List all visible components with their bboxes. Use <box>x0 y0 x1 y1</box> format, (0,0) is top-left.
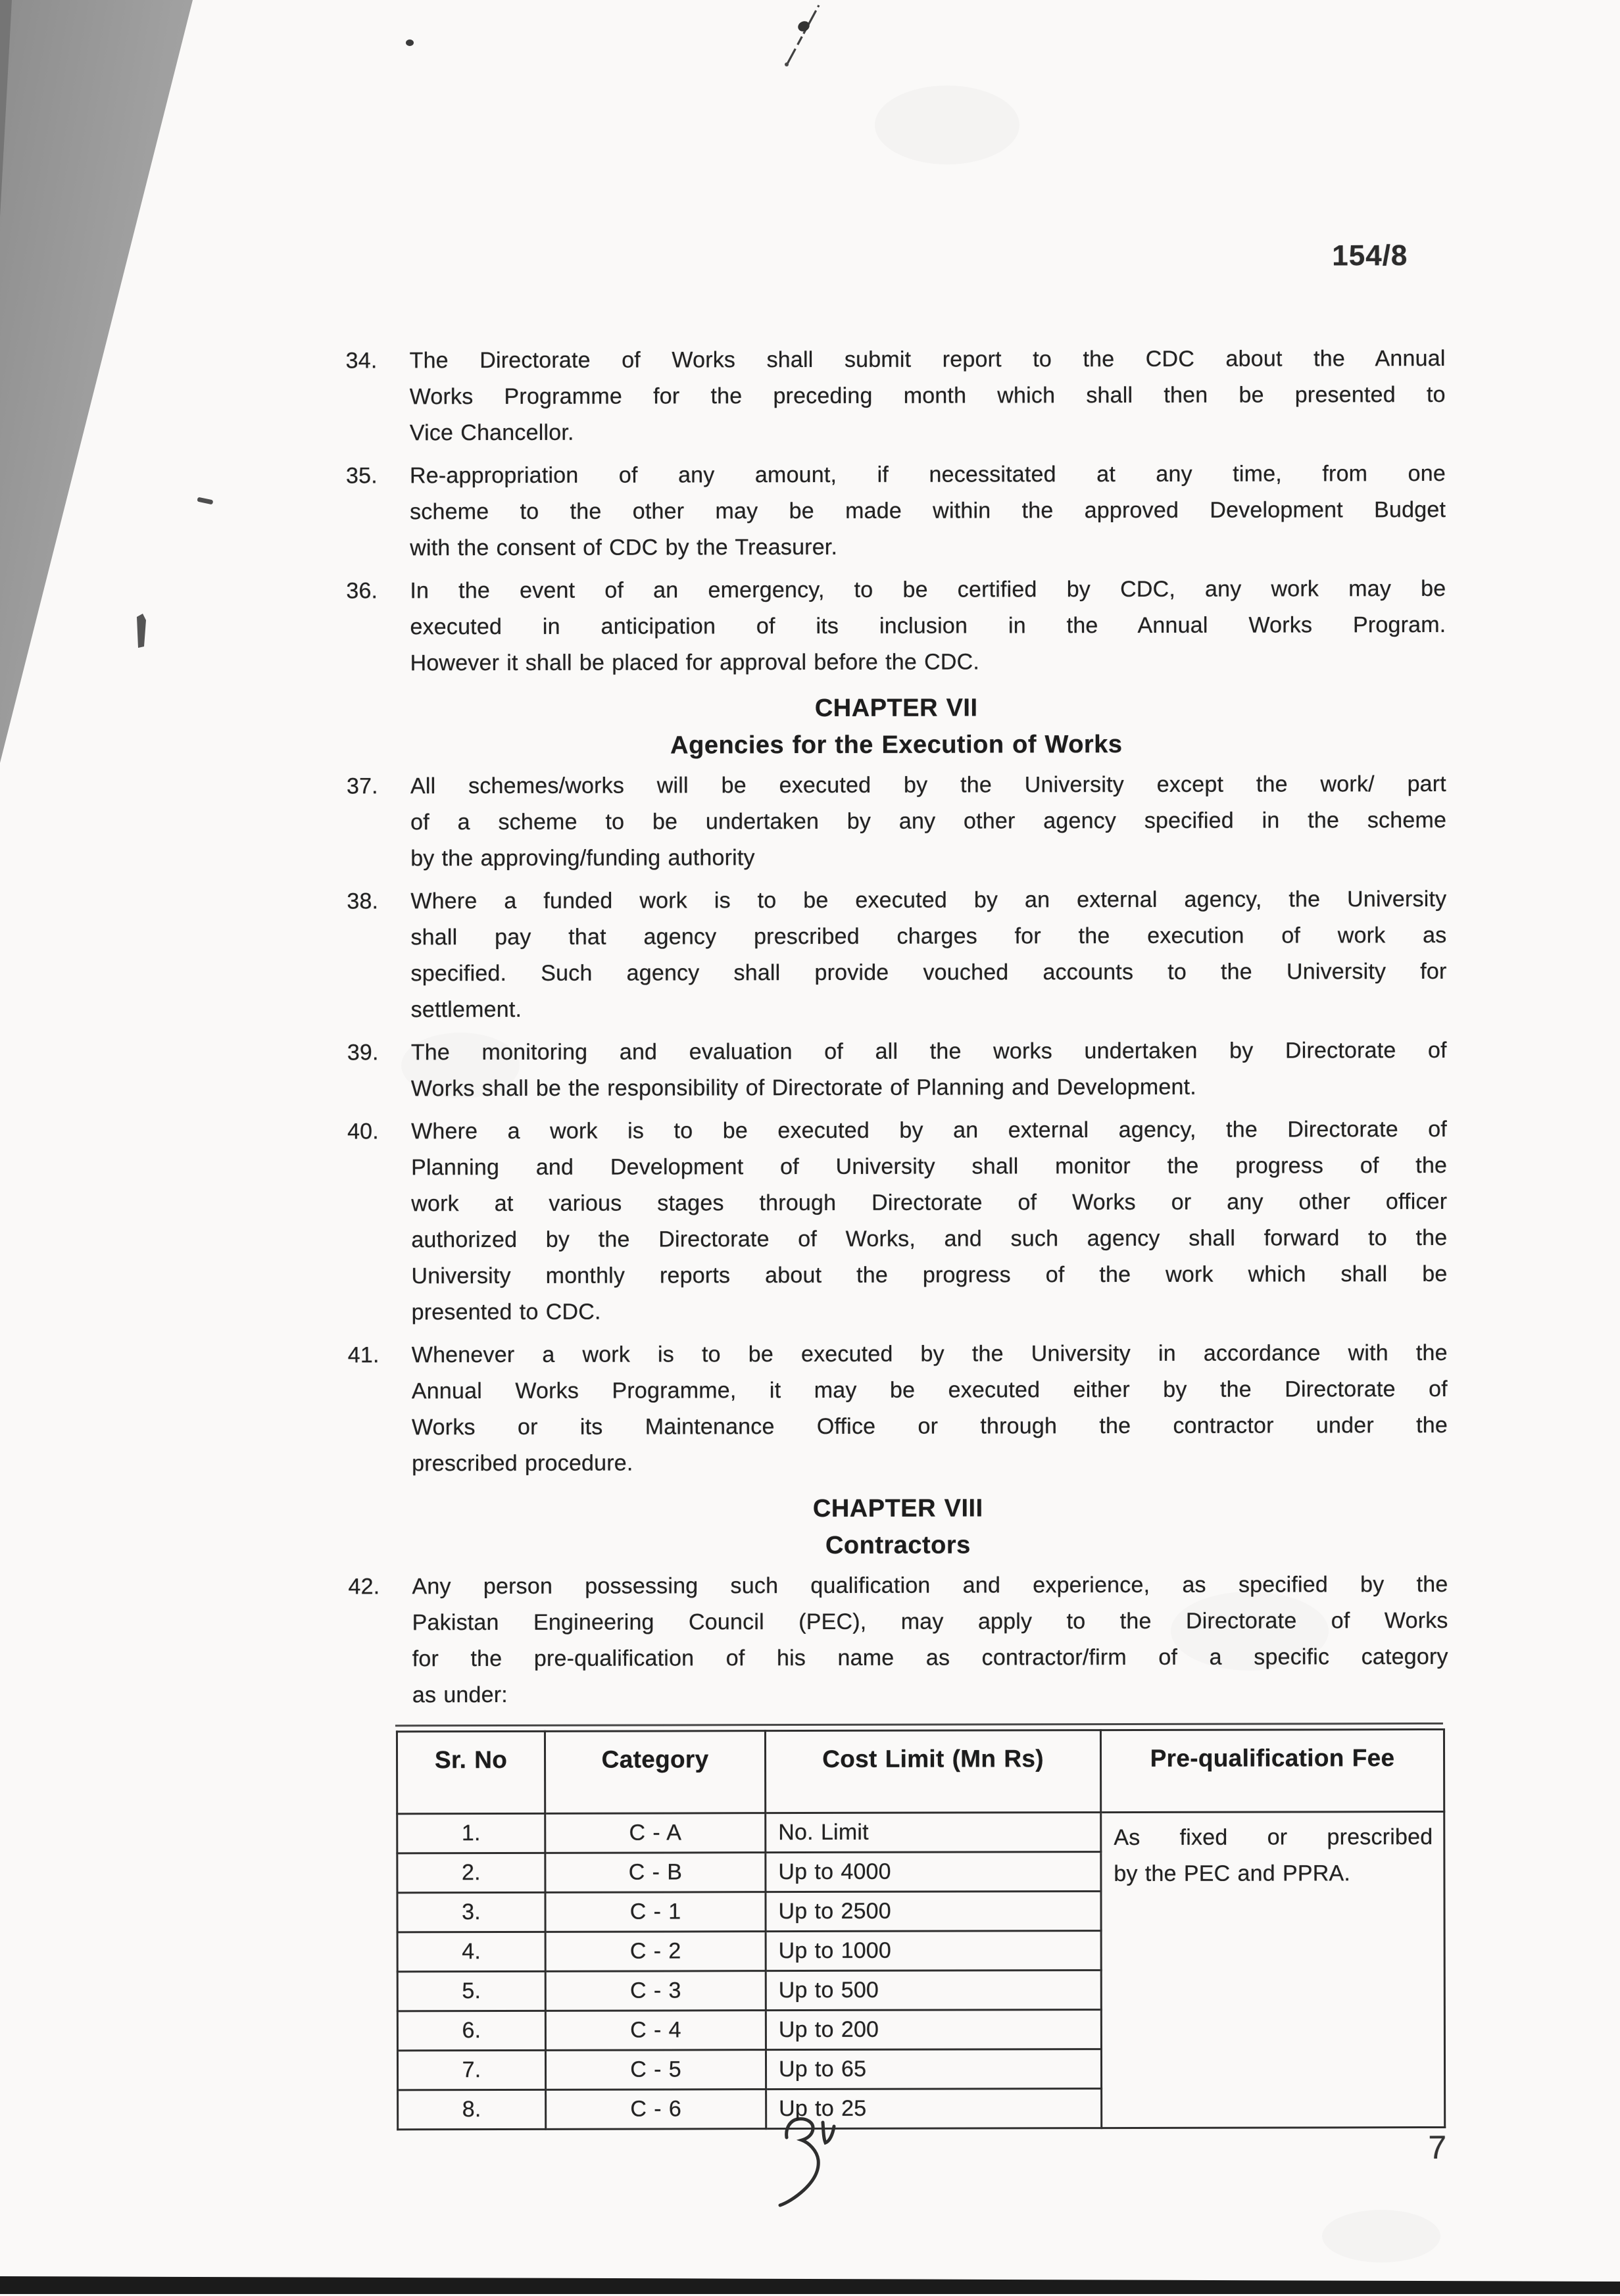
category-cell: C - 2 <box>545 1932 766 1972</box>
text-line: prescribed procedure. <box>412 1450 633 1477</box>
text-line: executed in anticipation of its inclusion in the Annual Works Program. <box>410 612 1446 640</box>
table-top-rule <box>395 1722 1443 1726</box>
list-item <box>347 1111 1448 1331</box>
table-row <box>397 1811 1444 1853</box>
text-line: work at various stages through Directorate of Works or any other officer <box>411 1188 1448 1217</box>
text-line: The Directorate of Works shall submit report to the CDC about the Annual <box>409 345 1446 374</box>
item-number: 39. <box>347 1040 379 1065</box>
cost-limit-cell: Up to 2500 <box>766 1892 1101 1932</box>
list-item <box>346 341 1446 452</box>
fee-note-line: by the PEC and PPRA. <box>1114 1861 1351 1887</box>
list-item <box>346 571 1446 682</box>
text-line: University monthly reports about the progress of the work which shall be <box>411 1261 1448 1289</box>
document-reference: 154/8 <box>1332 239 1408 272</box>
text-line: with the consent of CDC by the Treasurer. <box>410 534 838 561</box>
text-line: Whenever a work is to be executed by the University in accordance with the <box>411 1340 1448 1368</box>
contractor-table <box>396 1728 1444 2130</box>
item-number: 42. <box>348 1574 380 1600</box>
text-line: by the approving/funding authority <box>410 845 755 871</box>
chapter-heading-line: Agencies for the Execution of Works <box>670 731 1123 760</box>
text-line: presented to CDC. <box>411 1299 601 1325</box>
sr-no-cell: 2. <box>397 1853 545 1892</box>
item-text <box>410 571 1446 681</box>
document-body <box>346 341 1450 2130</box>
page-number: 7 <box>1428 2128 1447 2166</box>
category-cell: C - 4 <box>545 2011 766 2051</box>
text-line: Where a work is to be executed by an external agency, the Directorate of <box>411 1116 1448 1144</box>
item-number: 40. <box>347 1119 379 1144</box>
item-text <box>412 1567 1448 1713</box>
text-line: Works Programme for the preceding month which shall then be presented to <box>409 381 1446 410</box>
text-line: Planning and Development of University shall monitor the progress of the <box>411 1152 1448 1181</box>
sr-no-cell: 4. <box>397 1932 545 1971</box>
column-header: Category <box>545 1731 765 1814</box>
text-line: for the pre-qualification of his name as contractor/firm of a specific category <box>412 1644 1448 1672</box>
fee-cell <box>1101 1811 1445 2128</box>
text-line: Works or its Maintenance Office or through the contractor under the <box>411 1412 1448 1440</box>
category-cell: C - 6 <box>546 2089 766 2130</box>
item-text <box>412 1335 1448 1482</box>
list-item <box>346 456 1446 567</box>
item-number: 38. <box>347 889 379 914</box>
item-number: 41. <box>347 1342 380 1368</box>
text-line: Where a funded work is to be executed by an external agency, the University <box>410 886 1447 914</box>
cost-limit-cell: Up to 1000 <box>766 1931 1101 1971</box>
list-item <box>347 881 1446 1029</box>
list-item <box>347 1033 1447 1108</box>
column-header: Sr. No <box>397 1731 545 1813</box>
list-item <box>348 1335 1448 1482</box>
item-number: 37. <box>346 773 378 799</box>
table-header <box>397 1729 1444 1813</box>
sr-no-cell: 8. <box>398 2089 546 2129</box>
category-cell: C - B <box>545 1853 766 1893</box>
categories-table <box>396 1728 1446 2130</box>
cost-limit-cell: Up to 200 <box>766 2010 1101 2050</box>
table-header-row <box>397 1729 1444 1813</box>
text-line: Pakistan Engineering Council (PEC), may apply to the Directorate of Works <box>412 1607 1448 1636</box>
chapter-heading-line: CHAPTER VII <box>814 694 978 722</box>
column-header: Cost Limit (Mn Rs) <box>765 1730 1100 1813</box>
table-body <box>397 1811 1445 2129</box>
item-number: 34. <box>345 348 378 374</box>
cost-limit-cell: No. Limit <box>766 1813 1101 1853</box>
cost-limit-cell: Up to 4000 <box>766 1852 1101 1892</box>
text-line: Any person possessing such qualification and experience, as specified by the <box>412 1571 1448 1600</box>
text-line: Re-appropriation of any amount, if necessitated at any time, from one <box>409 460 1446 489</box>
cost-limit-cell: Up to 65 <box>766 2049 1101 2089</box>
item-text <box>410 881 1446 1028</box>
item-number: 35. <box>345 463 378 489</box>
chapter-heading <box>347 689 1446 765</box>
text-line: shall pay that agency prescribed charges for the execution of work as <box>410 922 1447 950</box>
cost-limit-cell: Up to 25 <box>766 2089 1102 2129</box>
item-text <box>411 1111 1448 1331</box>
sr-no-cell: 6. <box>397 2011 545 2050</box>
category-cell: C - 3 <box>545 1971 766 2011</box>
text-line: scheme to the other may be made within the approved Development Budget <box>410 497 1446 525</box>
sr-no-cell: 7. <box>397 2050 545 2089</box>
column-header: Pre-qualification Fee <box>1100 1729 1444 1812</box>
fee-note-line: As fixed or prescribed <box>1114 1824 1433 1851</box>
text-line: Works shall be the responsibility of Directorate of Planning and Development. <box>410 1074 1196 1102</box>
sr-no-cell: 5. <box>397 1971 545 2011</box>
sr-no-cell: 3. <box>397 1892 545 1932</box>
text-line: specified. Such agency shall provide vouched accounts to the University for <box>410 958 1447 987</box>
item-text <box>410 456 1446 566</box>
list-item <box>347 766 1446 877</box>
text-line: The monitoring and evaluation of all the works undertaken by Directorate of <box>410 1037 1447 1065</box>
item-number: 36. <box>346 578 378 604</box>
item-text <box>411 1033 1447 1107</box>
item-text <box>410 341 1446 451</box>
category-cell: C - A <box>545 1813 766 1853</box>
text-line: authorized by the Directorate of Works, and such agency shall forward to the <box>411 1225 1448 1253</box>
category-cell: C - 1 <box>545 1892 766 1932</box>
text-line: All schemes/works will be executed by the University except the work/ part <box>410 771 1446 799</box>
list-item <box>348 1567 1448 1714</box>
item-text <box>410 766 1446 877</box>
text-line: Vice Chancellor. <box>409 420 574 446</box>
category-cell: C - 5 <box>545 2050 766 2090</box>
text-line: Annual Works Programme, it may be executed either by the Directorate of <box>411 1376 1448 1404</box>
text-line: settlement. <box>410 996 522 1023</box>
text-line: as under: <box>412 1682 508 1708</box>
text-line: However it shall be placed for approval before the CDC. <box>410 649 980 676</box>
chapter-heading-line: CHAPTER VIII <box>812 1494 983 1523</box>
cost-limit-cell: Up to 500 <box>766 1970 1101 2011</box>
sr-no-cell: 1. <box>397 1813 545 1853</box>
text-line: of a scheme to be undertaken by any other agency specified in the scheme <box>410 807 1447 835</box>
chapter-heading <box>348 1489 1448 1565</box>
text-line: In the event of an emergency, to be certified by CDC, any work may be <box>410 575 1446 604</box>
chapter-heading-line: Contractors <box>825 1531 971 1559</box>
